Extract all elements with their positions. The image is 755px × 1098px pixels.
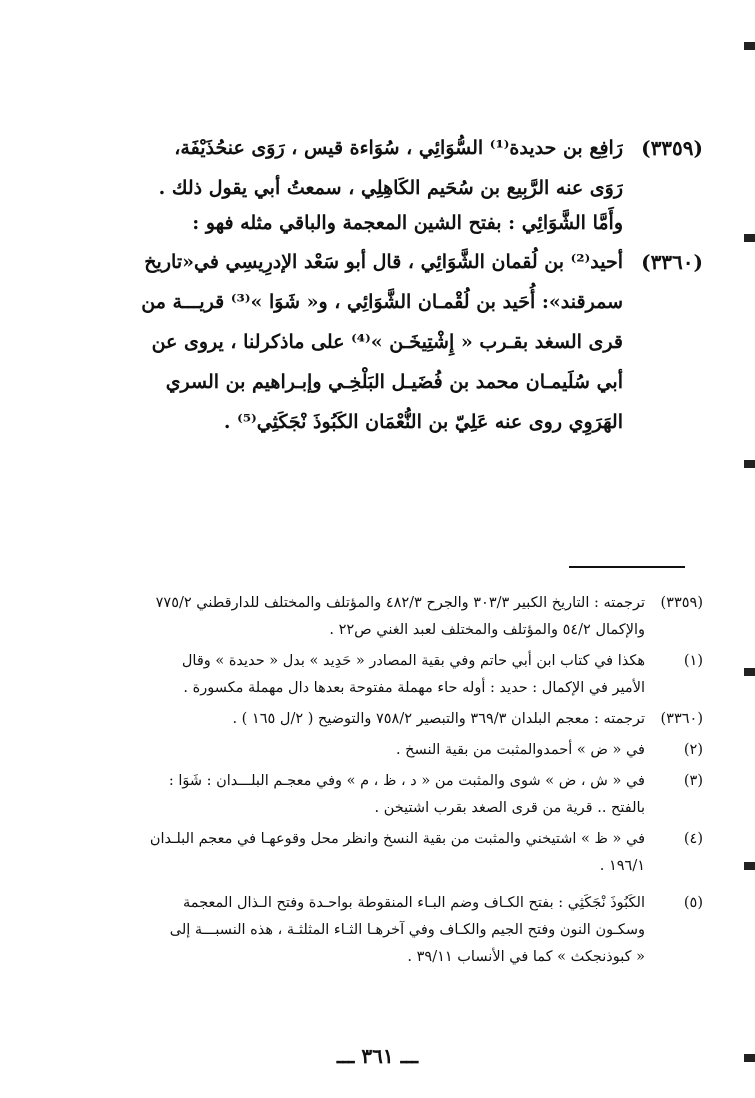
footnote-line: في « ش ، ض » شوى والمثبت من « د ، ظ ، م » وفي معجـم البلـــدان : شَوَا : bbox=[168, 773, 645, 789]
footnote-line: بالفتح .. قرية من قرى الصغد بقرب اشتيخن . bbox=[374, 800, 645, 816]
page-number: ـــ ٣٦١ ـــ bbox=[336, 1044, 419, 1068]
footnote-line: في « ض » أحمدوالمثبت من بقية النسخ . bbox=[395, 742, 645, 758]
entry-line: الهَرَوِي روى عنه عَلِيّ بن النُّعْمَان الكَبُوذَ نْجَكَثِي⁽⁵⁾ . bbox=[223, 411, 623, 433]
explanatory-line: وأَمَّا الشَّوَائِي : بفتح الشين المعجمة والباقي مثله فهو : bbox=[192, 212, 623, 234]
footnote-line: ١٩٦/١ . bbox=[599, 858, 645, 874]
footnote-number: (٣) bbox=[683, 773, 703, 789]
footnote-3359 bbox=[53, 590, 703, 644]
scan-edge-mark bbox=[744, 668, 755, 676]
scan-edge-mark bbox=[744, 234, 755, 242]
footnote-number: (١) bbox=[683, 653, 703, 669]
footnote-number: (٥) bbox=[683, 895, 703, 911]
footnote-number: (٣٣٦٠) bbox=[660, 711, 703, 727]
footnote-line: ترجمته : التاريخ الكبير ٣٠٣/٣ والجرح ٤٨٢/٣ والمؤتلف والمختلف للدارقطني ٧٧٥/٢ bbox=[155, 595, 645, 611]
entry-line: أبي سُلَيمـان محمد بن فُضَيـل البَلْخِـي وإبـراهيم بن السري bbox=[165, 371, 623, 393]
footnote-number: (٢) bbox=[683, 742, 703, 758]
entry-line: أحيد⁽²⁾ بن لُقمان الشَّوَائِي ، قال أبو سَعْد الإدرِيسِي في«تاريخ bbox=[144, 251, 623, 273]
footnote-number: (٣٣٥٩) bbox=[660, 595, 703, 611]
footnote-1 bbox=[53, 648, 703, 702]
scan-edge-mark bbox=[744, 1054, 755, 1062]
footnote-5 bbox=[53, 890, 703, 971]
footnote-line: الكَبُوذَ نْجَكَثِي : بفتح الكـاف وضم البـاء المنقوطة بواحـدة وفتح الـذال المعجمة bbox=[183, 895, 645, 911]
footnote-line: ترجمته : معجم البلدان ٣٦٩/٣ والتبصير ٧٥٨/٢ والتوضيح ( ٢/ل ١٦٥ ) . bbox=[232, 711, 645, 727]
entry-3359 bbox=[63, 128, 703, 208]
entry-line: رَوَى عنه الرَّبِيع بن سُحَيم الكَاهِلِي ، سمعتُ أبي يقول ذلك . bbox=[158, 177, 623, 199]
scan-edge-mark bbox=[744, 42, 755, 50]
footnote-line: والإكمال ٥٤/٢ والمؤتلف والمختلف لعبد الغني ص٢٢ . bbox=[329, 622, 645, 638]
entry-line: رَافِع بن حديدة⁽¹⁾ السُّوَائِي ، سُوَاءة قيس ، رَوَى عنحُذَيْفَة، bbox=[174, 137, 623, 159]
footnote-3 bbox=[53, 768, 703, 822]
scan-edge-mark bbox=[744, 862, 755, 870]
footnote-4 bbox=[53, 826, 703, 880]
footnote-2 bbox=[53, 737, 703, 764]
entry-3360 bbox=[63, 242, 703, 442]
footnote-line: وسكـون النون وفتح الجيم والكـاف وفي آخرهـا الثـاء المثلثـة ، هذه النسبـــة إلى bbox=[169, 922, 645, 938]
entry-number: (٣٣٦٠) bbox=[641, 250, 703, 274]
entry-line: قرى السغد بقـرب « إِشْتِيخَـن »⁽⁴⁾ على ماذكرلنا ، يروى عن bbox=[151, 331, 623, 353]
footnote-line: هكذا في كتاب ابن أبي حاتم وفي بقية المصادر « حَدِيد » بدل « حديدة » وقال bbox=[181, 653, 645, 669]
entry-line: سمرقند»: أُحَيد بن لُقْمـان الشَّوَائِي ، و« شَوَا »⁽³⁾ قريـــة من bbox=[141, 291, 623, 313]
footnote-line: الأمير في الإكمال : حديد : أوله حاء مهملة مفتوحة بعدها دال مهملة مكسورة . bbox=[183, 680, 645, 696]
footnote-line: في « ظ » اشتيخني والمثبت من بقية النسخ وانظر محل وقوعهـا في معجم البلـدان bbox=[149, 831, 645, 847]
scan-edge-mark bbox=[744, 460, 755, 468]
footnote-3360 bbox=[53, 706, 703, 733]
footnote-number: (٤) bbox=[683, 831, 703, 847]
footnote-line: « كبوذنجكث » كما في الأنساب ٣٩/١١ . bbox=[407, 949, 645, 965]
footnote-separator bbox=[569, 566, 685, 568]
entry-number: (٣٣٥٩) bbox=[641, 136, 703, 160]
